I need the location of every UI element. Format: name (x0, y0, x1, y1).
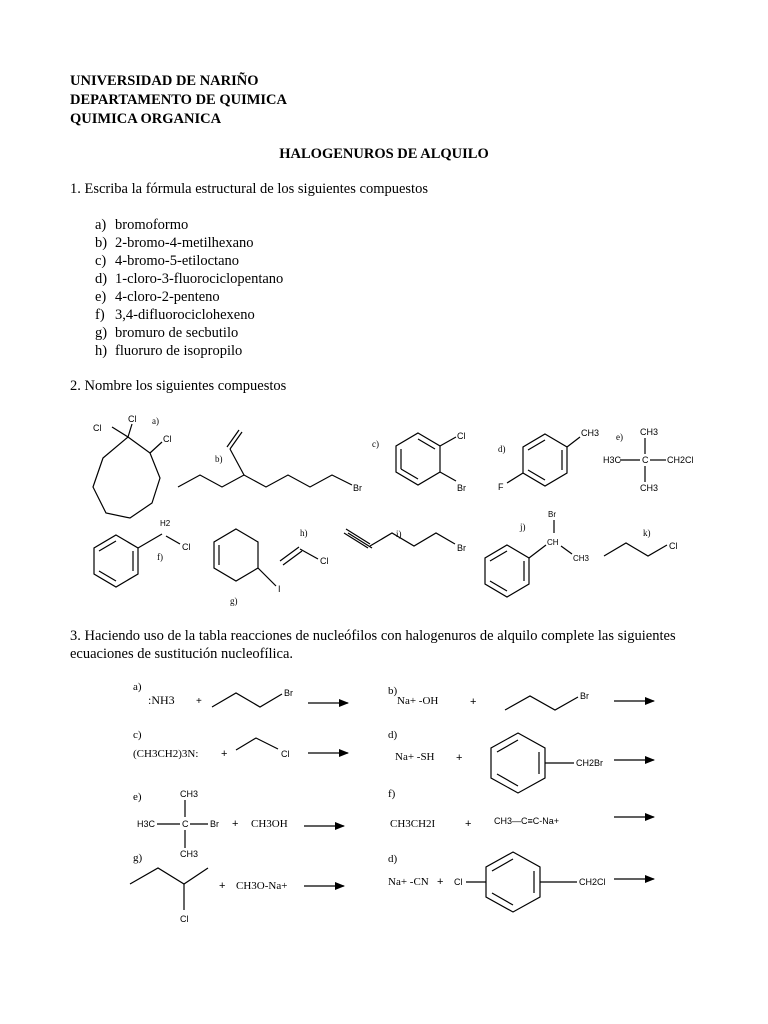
university-name: UNIVERSIDAD DE NARIÑO (70, 73, 259, 89)
atom-cl: Cl (93, 423, 102, 433)
plus-sign: + (232, 818, 239, 830)
atom-ch3: CH3 (581, 428, 600, 438)
structure-a (93, 414, 172, 518)
reagent-na-cn: Na+ -CN (388, 876, 429, 888)
structure-f (94, 519, 191, 587)
list-item: e) 4-cloro-2-penteno (95, 289, 220, 305)
label-j: j) (520, 522, 526, 532)
reaction-f (388, 788, 654, 830)
list-item: d) 1-cloro-3-fluorociclopentano (95, 271, 284, 287)
reagent-na-sh: Na+ -SH (395, 751, 435, 763)
q1-prompt: 1. Escriba la fórmula estructural de los siguientes compuestos (70, 181, 428, 197)
atom-c: C (642, 455, 649, 465)
reaction-b (388, 685, 654, 710)
list-item: a) bromoformo (95, 217, 189, 233)
label-b: b) (388, 685, 398, 697)
label-d: d) (388, 853, 398, 865)
reaction-e (133, 789, 344, 859)
reagent-ch3oh: CH3OH (251, 818, 288, 830)
label-d: d) (388, 729, 398, 741)
reagent-nh3: :NH3 (148, 693, 175, 707)
label-g: g) (133, 852, 143, 864)
atom-ch3: CH3 (180, 789, 199, 799)
label-c: c) (133, 729, 142, 741)
atom-ch3: CH3 (573, 554, 590, 563)
atom-c: C (182, 819, 189, 829)
reagent-ch2br: CH2Br (576, 758, 604, 768)
plus-sign: + (465, 818, 472, 830)
label-k: k) (643, 528, 651, 538)
plus-sign: + (196, 696, 202, 707)
course-name: QUIMICA ORGANICA (70, 111, 222, 127)
reagent-ch3o-na: CH3O-Na+ (236, 880, 288, 892)
label-i: i) (396, 529, 402, 539)
structure-d (498, 428, 599, 492)
atom-br: Br (580, 691, 589, 701)
atom-cl: Cl (180, 914, 189, 924)
atom-ch2cl: CH2Cl (667, 455, 694, 465)
atom-ch: CH (547, 538, 559, 547)
reagent-ch3ch2i: CH3CH2I (390, 818, 436, 830)
label-f: f) (157, 552, 163, 562)
label-g: g) (230, 596, 238, 606)
reaction-d1 (388, 729, 654, 793)
atom-cl: Cl (182, 542, 191, 552)
atom-br: Br (353, 483, 362, 493)
atom-ch3: CH3 (180, 849, 199, 859)
plus-sign: + (221, 748, 228, 760)
label-b: b) (215, 454, 223, 464)
structure-h (280, 528, 329, 566)
atom-br: Br (457, 543, 466, 553)
atom-ch3: CH3 (640, 483, 659, 493)
structure-g (214, 529, 281, 606)
label-d: d) (498, 444, 506, 454)
reaction-c (133, 729, 348, 760)
list-item: f) 3,4-difluorociclohexeno (95, 307, 255, 323)
structure-e (603, 427, 694, 493)
list-item: g) bromuro de secbutilo (95, 325, 239, 341)
q2-prompt: 2. Nombre los siguientes compuestos (70, 378, 287, 394)
atom-br: Br (457, 483, 466, 493)
atom-cl: Cl (454, 877, 463, 887)
structure-k (604, 528, 678, 556)
atom-br: Br (210, 819, 219, 829)
atom-f: F (498, 482, 504, 492)
atom-ch3: CH3 (640, 427, 659, 437)
atom-br: Br (284, 688, 293, 698)
label-c: c) (372, 439, 379, 449)
atom-cl: Cl (320, 556, 329, 566)
reagent-propynide: CH3—C≡C-Na+ (494, 816, 560, 826)
reaction-g (130, 852, 344, 924)
label-a: a) (133, 681, 142, 693)
reagent-et3n: (CH3CH2)3N: (133, 748, 199, 760)
atom-br: Br (548, 510, 556, 519)
atom-cl: Cl (457, 431, 466, 441)
atom-cl: Cl (163, 434, 172, 444)
atom-cl: Cl (669, 541, 678, 551)
label-h: h) (300, 528, 308, 538)
q3-prompt-line1: 3. Haciendo uso de la tabla reacciones de nucleófilos con halogenuros de alquilo complete las siguientes (70, 628, 676, 644)
q3-prompt-line2: ecuaciones de sustitución nucleofílica. (70, 646, 294, 662)
plus-sign: + (470, 696, 477, 708)
plus-sign: + (219, 880, 226, 892)
atom-h2: H2 (160, 519, 171, 528)
reagent-ch2cl: CH2Cl (579, 877, 606, 887)
page-title: HALOGENUROS DE ALQUILO (279, 146, 489, 162)
atom-h3c: H3C (603, 455, 622, 465)
atom-cl: Cl (281, 749, 290, 759)
atom-cl: Cl (128, 414, 137, 424)
structure-i (344, 529, 466, 553)
plus-sign: + (437, 876, 444, 888)
department-name: DEPARTAMENTO DE QUIMICA (70, 92, 287, 108)
plus-sign: + (456, 752, 463, 764)
reaction-d2 (388, 852, 654, 912)
label-f: f) (388, 788, 396, 800)
label-e: e) (616, 432, 623, 442)
list-item: b) 2-bromo-4-metilhexano (95, 235, 254, 251)
structure-j (485, 510, 590, 597)
reaction-a (133, 681, 348, 707)
label-e: e) (133, 791, 142, 803)
atom-i: I (278, 584, 281, 594)
atom-h3c: H3C (137, 819, 156, 829)
list-item: c) 4-bromo-5-etiloctano (95, 253, 240, 269)
label-a: a) (152, 416, 159, 426)
structure-b (178, 430, 362, 493)
list-item: h) fluoruro de isopropilo (95, 343, 243, 359)
structure-c (372, 431, 466, 493)
reagent-na-oh: Na+ -OH (397, 695, 439, 707)
